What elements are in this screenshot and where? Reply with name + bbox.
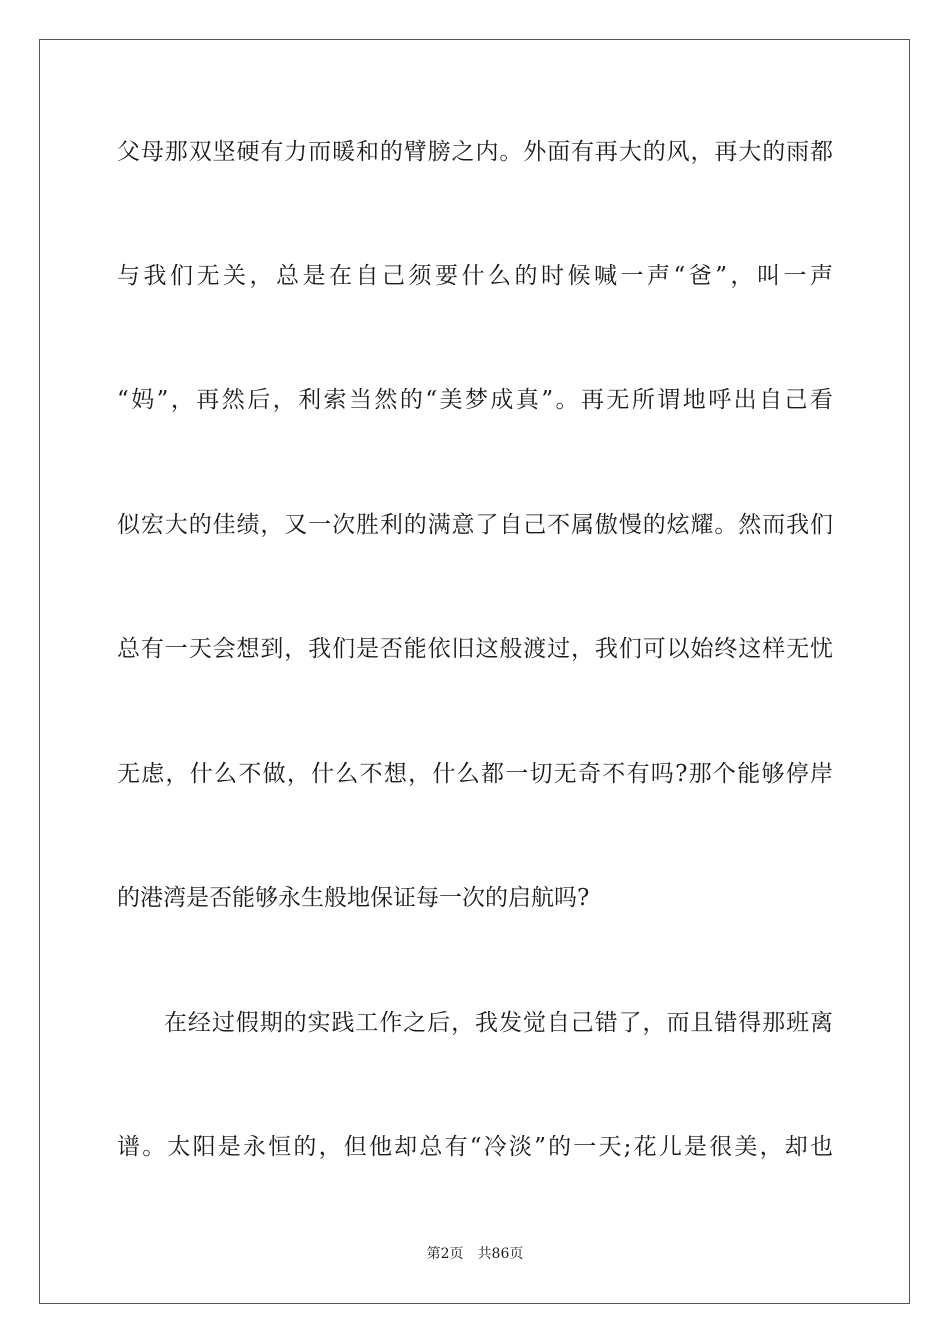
page-number: 第2页 [426, 1246, 464, 1262]
body-text-line: 似宏大的佳绩，又一次胜利的满意了自己不属傲慢的炫耀。然而我们 [117, 512, 833, 538]
body-text-line: 与我们无关，总是在自己须要什么的时候喊一声“爸”，叫一声 [117, 263, 833, 289]
body-text-line: 总有一天会想到，我们是否能依旧这般渡过，我们可以始终这样无忧 [117, 636, 833, 662]
page-total: 共86页 [477, 1246, 524, 1262]
page-border [39, 39, 910, 1304]
body-text-line: 父母那双坚硬有力而暖和的臂膀之内。外面有再大的风，再大的雨都 [117, 139, 833, 165]
body-text-line: “妈”，再然后，利索当然的“美梦成真”。再无所谓地呼出自己看 [117, 387, 833, 413]
page-footer [0, 1244, 950, 1264]
paragraph-first-line: 在经过假期的实践工作之后，我发觉自己错了，而且错得那班离 [164, 1010, 833, 1036]
body-text-line: 谱。太阳是永恒的，但他却总有“冷淡”的一天;花儿是很美，却也 [117, 1134, 833, 1160]
body-text-line: 的港湾是否能够永生般地保证每一次的启航吗? [117, 885, 590, 911]
body-text-line: 无虑，什么不做，什么不想，什么都一切无奇不有吗?那个能够停岸 [117, 761, 833, 787]
